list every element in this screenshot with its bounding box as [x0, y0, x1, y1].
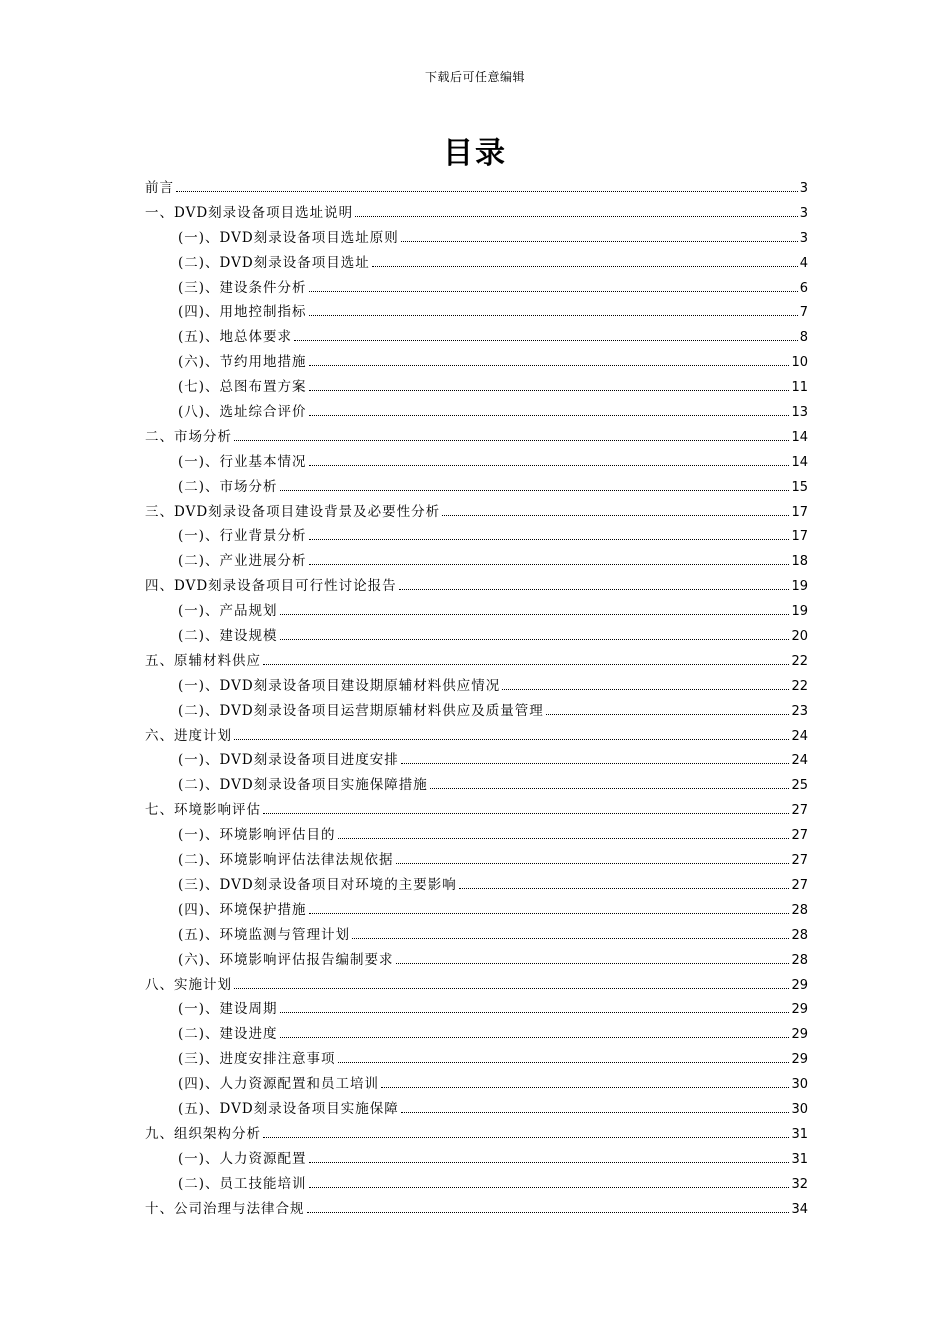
toc-entry-page-number: 30 — [791, 1077, 808, 1093]
toc-entry-page-number: 31 — [791, 1126, 808, 1142]
toc-entry-page-number: 7 — [799, 305, 808, 321]
toc-entry[interactable] — [145, 1122, 808, 1147]
toc-entry[interactable] — [145, 848, 808, 873]
dot-leader — [396, 963, 790, 964]
toc-entry-label: (五)、DVD刻录设备项目实施保障 — [178, 1100, 399, 1117]
toc-entry-page-number: 11 — [791, 380, 808, 396]
toc-entry[interactable] — [145, 1197, 808, 1222]
toc-entry-page-number: 27 — [791, 828, 808, 844]
dot-leader — [280, 639, 790, 640]
toc-entry-page-number: 27 — [791, 853, 808, 869]
dot-leader — [352, 938, 789, 939]
toc-entry[interactable] — [145, 475, 808, 500]
toc-entry-label: (二)、环境影响评估法律法规依据 — [178, 852, 394, 869]
toc-entry-label: 一、DVD刻录设备项目选址说明 — [145, 204, 354, 221]
dot-leader — [430, 788, 790, 789]
dot-leader — [401, 241, 798, 242]
toc-entry[interactable] — [145, 923, 808, 948]
dot-leader — [234, 440, 789, 441]
dot-leader — [399, 589, 790, 590]
toc-entry-page-number: 34 — [791, 1201, 808, 1217]
toc-entry-page-number: 28 — [791, 902, 808, 918]
toc-entry-page-number: 29 — [791, 977, 808, 993]
dot-leader — [502, 689, 789, 690]
toc-entry-label: 十、公司治理与法律合规 — [145, 1200, 305, 1217]
toc-entry[interactable] — [145, 226, 808, 251]
dot-leader — [263, 813, 789, 814]
toc-entry-page-number: 22 — [791, 653, 808, 669]
dot-leader — [263, 664, 789, 665]
dot-leader — [294, 340, 798, 341]
toc-entry-label: (二)、建设进度 — [178, 1026, 278, 1043]
toc-entry[interactable] — [145, 823, 808, 848]
toc-entry-label: (二)、DVD刻录设备项目实施保障措施 — [178, 777, 428, 794]
toc-entry[interactable] — [145, 674, 808, 699]
toc-entry-page-number: 19 — [791, 604, 808, 620]
toc-entry[interactable] — [145, 898, 808, 923]
dot-leader — [280, 614, 790, 615]
dot-leader — [338, 1062, 790, 1063]
toc-entry-page-number: 14 — [791, 429, 808, 445]
toc-entry-label: (四)、环境保护措施 — [178, 901, 307, 918]
toc-entry-label: (二)、DVD刻录设备项目运营期原辅材料供应及质量管理 — [178, 702, 544, 719]
toc-entry-label: (一)、行业基本情况 — [178, 453, 307, 470]
toc-entry[interactable] — [145, 748, 808, 773]
toc-entry-page-number: 24 — [791, 753, 808, 769]
toc-entry-page-number: 25 — [791, 778, 808, 794]
toc-entry[interactable] — [145, 350, 808, 375]
toc-entry[interactable] — [145, 300, 808, 325]
toc-entry-page-number: 23 — [791, 703, 808, 719]
toc-entry[interactable] — [145, 773, 808, 798]
toc-entry-page-number: 10 — [791, 355, 808, 371]
toc-entry[interactable] — [145, 724, 808, 749]
toc-entry[interactable] — [145, 450, 808, 475]
toc-entry[interactable] — [145, 1072, 808, 1097]
toc-entry-label: (一)、环境影响评估目的 — [178, 827, 336, 844]
dot-leader — [234, 739, 789, 740]
toc-entry[interactable] — [145, 1172, 808, 1197]
toc-entry[interactable] — [145, 1047, 808, 1072]
toc-entry[interactable] — [145, 400, 808, 425]
toc-entry-page-number: 30 — [791, 1101, 808, 1117]
dot-leader — [309, 390, 790, 391]
toc-entry-label: (三)、DVD刻录设备项目对环境的主要影响 — [178, 876, 457, 893]
dot-leader — [280, 490, 790, 491]
dot-leader — [309, 365, 790, 366]
dot-leader — [338, 838, 790, 839]
toc-entry-label: (一)、建设周期 — [178, 1001, 278, 1018]
toc-entry-page-number: 24 — [791, 728, 808, 744]
toc-entry-page-number: 28 — [791, 952, 808, 968]
toc-entry-label: 前言 — [145, 180, 174, 196]
dot-leader — [372, 266, 798, 267]
toc-entry-label: (二)、产业进展分析 — [178, 553, 307, 570]
dot-leader — [309, 1162, 790, 1163]
dot-leader — [307, 1212, 790, 1213]
dot-leader — [459, 888, 790, 889]
toc-entry-page-number: 13 — [791, 405, 808, 421]
toc-entry-label: 八、实施计划 — [145, 976, 232, 993]
toc-entry-page-number: 15 — [791, 479, 808, 495]
toc-entry-page-number: 20 — [791, 629, 808, 645]
toc-entry[interactable] — [145, 201, 808, 226]
dot-leader — [401, 763, 790, 764]
toc-entry-label: 四、DVD刻录设备项目可行性讨论报告 — [145, 578, 397, 595]
toc-entry[interactable] — [145, 574, 808, 599]
toc-entry-label: (五)、环境监测与管理计划 — [178, 926, 351, 943]
dot-leader — [381, 1087, 789, 1088]
dot-leader — [396, 863, 790, 864]
toc-entry-page-number: 27 — [791, 877, 808, 893]
toc-entry-page-number: 28 — [791, 927, 808, 943]
toc-entry[interactable] — [145, 425, 808, 450]
toc-entry[interactable] — [145, 599, 808, 624]
toc-entry-label: (一)、人力资源配置 — [178, 1150, 307, 1167]
toc-entry-label: (一)、产品规划 — [178, 603, 278, 620]
dot-leader — [280, 1037, 790, 1038]
dot-leader — [309, 415, 790, 416]
toc-entry-page-number: 3 — [799, 205, 808, 221]
toc-entry-label: (七)、总图布置方案 — [178, 379, 307, 396]
toc-entry[interactable] — [145, 699, 808, 724]
toc-entry-page-number: 14 — [791, 454, 808, 470]
dot-leader — [309, 1187, 790, 1188]
toc-entry-label: 七、环境影响评估 — [145, 802, 261, 819]
toc-entry-label: (五)、地总体要求 — [178, 329, 293, 346]
toc-entry-page-number: 29 — [791, 1027, 808, 1043]
toc-entry-label: (八)、选址综合评价 — [178, 404, 307, 421]
toc-entry-page-number: 3 — [799, 181, 808, 196]
toc-entry[interactable] — [145, 873, 808, 898]
dot-leader — [546, 714, 790, 715]
toc-entry-label: (三)、进度安排注意事项 — [178, 1051, 336, 1068]
dot-leader — [309, 291, 798, 292]
toc-entry[interactable] — [145, 251, 808, 276]
dot-leader — [309, 465, 790, 466]
toc-entry-label: 六、进度计划 — [145, 727, 232, 744]
toc-entry-page-number: 17 — [791, 504, 808, 520]
dot-leader — [309, 564, 790, 565]
dot-leader — [442, 515, 789, 516]
toc-entry[interactable] — [145, 948, 808, 973]
toc-entry-page-number: 17 — [791, 529, 808, 545]
dot-leader — [234, 988, 789, 989]
toc-entry-page-number: 3 — [799, 230, 808, 246]
toc-entry-label: (二)、DVD刻录设备项目选址 — [178, 254, 370, 271]
toc-entry-label: 二、市场分析 — [145, 428, 232, 445]
header-note: 下载后可任意编辑 — [424, 70, 525, 84]
toc-entry[interactable] — [145, 1147, 808, 1172]
toc-entry[interactable] — [145, 973, 808, 998]
dot-leader — [263, 1137, 789, 1138]
toc-entry-page-number: 22 — [791, 678, 808, 694]
dot-leader — [401, 1112, 790, 1113]
toc-entry-label: (四)、人力资源配置和员工培训 — [178, 1076, 380, 1093]
toc-entry-page-number: 31 — [791, 1151, 808, 1167]
toc-entry[interactable] — [145, 1097, 808, 1122]
toc-entry[interactable] — [145, 798, 808, 823]
toc-entry-page-number: 29 — [791, 1002, 808, 1018]
toc-entry[interactable] — [145, 375, 808, 400]
toc-entry[interactable] — [145, 997, 808, 1022]
toc-entry-label: (一)、DVD刻录设备项目选址原则 — [178, 229, 399, 246]
dot-leader — [355, 216, 798, 217]
dot-leader — [176, 191, 798, 192]
toc-entry[interactable] — [145, 1022, 808, 1047]
toc-entry-label: (二)、建设规模 — [178, 628, 278, 645]
dot-leader — [309, 315, 798, 316]
toc-entry-label: 九、组织架构分析 — [145, 1125, 261, 1142]
toc-entry-label: (六)、节约用地措施 — [178, 354, 307, 371]
toc-entry-label: 三、DVD刻录设备项目建设背景及必要性分析 — [145, 503, 441, 520]
toc-entry-label: (一)、DVD刻录设备项目建设期原辅材料供应情况 — [178, 677, 501, 694]
toc-entry-label: (四)、用地控制指标 — [178, 304, 307, 321]
toc-entry-label: (一)、DVD刻录设备项目进度安排 — [178, 752, 399, 769]
toc-entry-page-number: 8 — [799, 330, 808, 346]
toc-entry-page-number: 29 — [791, 1052, 808, 1068]
toc-entry[interactable] — [145, 176, 808, 201]
dot-leader — [309, 539, 790, 540]
toc-entry-page-number: 32 — [791, 1176, 808, 1192]
toc-entry-label: (二)、市场分析 — [178, 478, 278, 495]
toc-entry[interactable] — [145, 624, 808, 649]
toc-entry-page-number: 6 — [799, 280, 808, 296]
toc-entry-page-number: 27 — [791, 803, 808, 819]
toc-entry[interactable] — [145, 500, 808, 525]
toc-entry-label: (六)、环境影响评估报告编制要求 — [178, 951, 394, 968]
toc-entry-page-number: 19 — [791, 579, 808, 595]
toc-entry-page-number: 18 — [791, 554, 808, 570]
toc-entry-label: 五、原辅材料供应 — [145, 652, 261, 669]
page-title: 目录 — [443, 136, 507, 171]
toc-entry[interactable] — [145, 549, 808, 574]
toc-entry-label: (三)、建设条件分析 — [178, 279, 307, 296]
toc-entry-label: (一)、行业背景分析 — [178, 528, 307, 545]
toc-entry[interactable] — [145, 276, 808, 301]
toc-entry[interactable] — [145, 524, 808, 549]
toc-entry[interactable] — [145, 325, 808, 350]
toc-entry-label: (二)、员工技能培训 — [178, 1175, 307, 1192]
toc-entry-page-number: 4 — [799, 255, 808, 271]
table-of-contents — [145, 176, 808, 1221]
dot-leader — [280, 1012, 790, 1013]
dot-leader — [309, 913, 790, 914]
toc-entry[interactable] — [145, 649, 808, 674]
